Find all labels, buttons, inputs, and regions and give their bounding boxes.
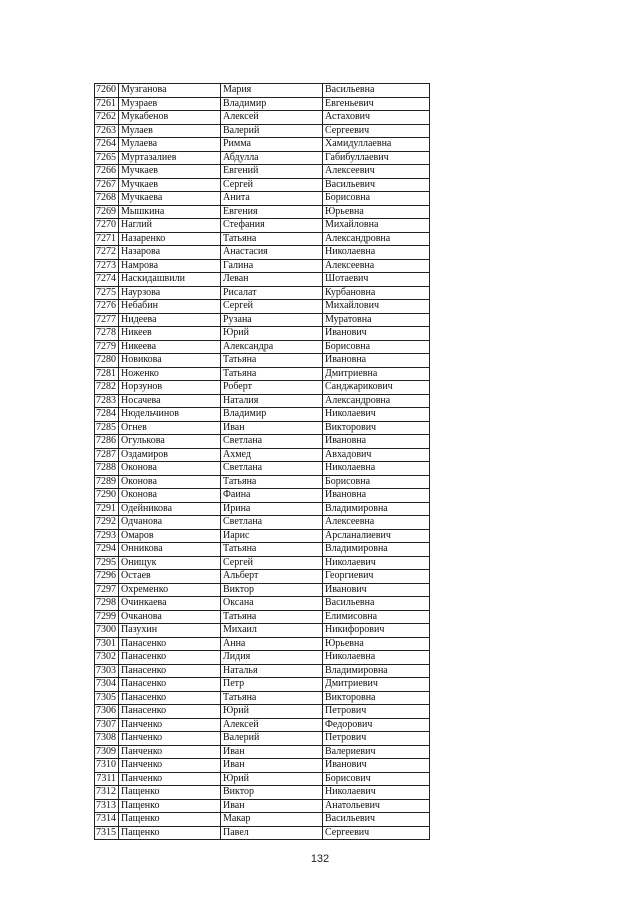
table-row: [95, 786, 430, 800]
row-number-cell: 7287: [95, 448, 119, 462]
table-row: [95, 529, 430, 543]
table-row: [95, 826, 430, 840]
patronymic-cell: Габибуллаевич: [323, 151, 430, 165]
last-name-cell: Никеев: [119, 327, 221, 341]
last-name-cell: Панченко: [119, 732, 221, 746]
first-name-cell: Татьяна: [221, 691, 323, 705]
table-row: [95, 138, 430, 152]
first-name-cell: Юрий: [221, 705, 323, 719]
row-number-cell: 7310: [95, 759, 119, 773]
patronymic-cell: Юрьевна: [323, 637, 430, 651]
first-name-cell: Макар: [221, 813, 323, 827]
last-name-cell: Оконова: [119, 489, 221, 503]
row-number-cell: 7306: [95, 705, 119, 719]
first-name-cell: Светлана: [221, 435, 323, 449]
first-name-cell: Наталия: [221, 394, 323, 408]
last-name-cell: Мучкаев: [119, 165, 221, 179]
last-name-cell: Пащенко: [119, 799, 221, 813]
row-number-cell: 7266: [95, 165, 119, 179]
first-name-cell: Михаил: [221, 624, 323, 638]
row-number-cell: 7276: [95, 300, 119, 314]
last-name-cell: Одчанова: [119, 516, 221, 530]
patronymic-cell: Иванович: [323, 583, 430, 597]
row-number-cell: 7303: [95, 664, 119, 678]
patronymic-cell: Николаевич: [323, 556, 430, 570]
first-name-cell: Рузана: [221, 313, 323, 327]
patronymic-cell: Иванович: [323, 327, 430, 341]
row-number-cell: 7262: [95, 111, 119, 125]
first-name-cell: Сергей: [221, 300, 323, 314]
row-number-cell: 7311: [95, 772, 119, 786]
last-name-cell: Панченко: [119, 759, 221, 773]
last-name-cell: Огулькова: [119, 435, 221, 449]
table-row: [95, 583, 430, 597]
first-name-cell: Абдулла: [221, 151, 323, 165]
names-table: [94, 83, 430, 840]
patronymic-cell: Викторович: [323, 421, 430, 435]
last-name-cell: Панасенко: [119, 664, 221, 678]
row-number-cell: 7265: [95, 151, 119, 165]
row-number-cell: 7295: [95, 556, 119, 570]
last-name-cell: Носачева: [119, 394, 221, 408]
row-number-cell: 7309: [95, 745, 119, 759]
first-name-cell: Иван: [221, 745, 323, 759]
table-row: [95, 813, 430, 827]
patronymic-cell: Алексеевич: [323, 165, 430, 179]
first-name-cell: Сергей: [221, 178, 323, 192]
patronymic-cell: Александровна: [323, 232, 430, 246]
patronymic-cell: Ивановна: [323, 435, 430, 449]
last-name-cell: Мучкаев: [119, 178, 221, 192]
patronymic-cell: Дмитриевич: [323, 678, 430, 692]
first-name-cell: Павел: [221, 826, 323, 840]
last-name-cell: Одейникова: [119, 502, 221, 516]
last-name-cell: Музраев: [119, 97, 221, 111]
last-name-cell: Мукабенов: [119, 111, 221, 125]
first-name-cell: Валерий: [221, 732, 323, 746]
patronymic-cell: Юрьевна: [323, 205, 430, 219]
patronymic-cell: Николаевна: [323, 462, 430, 476]
last-name-cell: Новикова: [119, 354, 221, 368]
first-name-cell: Лидия: [221, 651, 323, 665]
row-number-cell: 7296: [95, 570, 119, 584]
patronymic-cell: Борисовна: [323, 192, 430, 206]
first-name-cell: Юрий: [221, 327, 323, 341]
last-name-cell: Панасенко: [119, 678, 221, 692]
row-number-cell: 7282: [95, 381, 119, 395]
table-row: [95, 97, 430, 111]
last-name-cell: Наглий: [119, 219, 221, 233]
row-number-cell: 7284: [95, 408, 119, 422]
row-number-cell: 7315: [95, 826, 119, 840]
first-name-cell: Леван: [221, 273, 323, 287]
row-number-cell: 7302: [95, 651, 119, 665]
last-name-cell: Панченко: [119, 718, 221, 732]
table-row: [95, 327, 430, 341]
patronymic-cell: Арсланалиевич: [323, 529, 430, 543]
last-name-cell: Очинкаева: [119, 597, 221, 611]
row-number-cell: 7285: [95, 421, 119, 435]
patronymic-cell: Муратовна: [323, 313, 430, 327]
first-name-cell: Светлана: [221, 516, 323, 530]
row-number-cell: 7269: [95, 205, 119, 219]
row-number-cell: 7274: [95, 273, 119, 287]
table-row: [95, 664, 430, 678]
table-row: [95, 543, 430, 557]
patronymic-cell: Михайловна: [323, 219, 430, 233]
row-number-cell: 7314: [95, 813, 119, 827]
table-row: [95, 408, 430, 422]
first-name-cell: Татьяна: [221, 367, 323, 381]
first-name-cell: Виктор: [221, 786, 323, 800]
last-name-cell: Небабин: [119, 300, 221, 314]
table-row: [95, 367, 430, 381]
first-name-cell: Владимир: [221, 97, 323, 111]
patronymic-cell: Борисовна: [323, 340, 430, 354]
first-name-cell: Татьяна: [221, 475, 323, 489]
patronymic-cell: Александровна: [323, 394, 430, 408]
row-number-cell: 7300: [95, 624, 119, 638]
row-number-cell: 7307: [95, 718, 119, 732]
last-name-cell: Панасенко: [119, 637, 221, 651]
row-number-cell: 7279: [95, 340, 119, 354]
row-number-cell: 7268: [95, 192, 119, 206]
first-name-cell: Оксана: [221, 597, 323, 611]
table-row: [95, 192, 430, 206]
first-name-cell: Стефания: [221, 219, 323, 233]
patronymic-cell: Шотаевич: [323, 273, 430, 287]
table-row: [95, 448, 430, 462]
row-number-cell: 7270: [95, 219, 119, 233]
patronymic-cell: Никифорович: [323, 624, 430, 638]
table-row: [95, 205, 430, 219]
table-row: [95, 462, 430, 476]
last-name-cell: Мышкина: [119, 205, 221, 219]
table-row: [95, 705, 430, 719]
first-name-cell: Анастасия: [221, 246, 323, 260]
row-number-cell: 7299: [95, 610, 119, 624]
patronymic-cell: Васильевич: [323, 178, 430, 192]
first-name-cell: Евгения: [221, 205, 323, 219]
table-row: [95, 489, 430, 503]
table-row: [95, 597, 430, 611]
patronymic-cell: Курбановна: [323, 286, 430, 300]
table-row: [95, 286, 430, 300]
first-name-cell: Римма: [221, 138, 323, 152]
table-row: [95, 745, 430, 759]
patronymic-cell: Елимисовна: [323, 610, 430, 624]
patronymic-cell: Евгеньевич: [323, 97, 430, 111]
last-name-cell: Назарова: [119, 246, 221, 260]
table-row: [95, 556, 430, 570]
row-number-cell: 7278: [95, 327, 119, 341]
table-row: [95, 259, 430, 273]
last-name-cell: Никеева: [119, 340, 221, 354]
first-name-cell: Иарис: [221, 529, 323, 543]
last-name-cell: Огнев: [119, 421, 221, 435]
patronymic-cell: Николаевна: [323, 246, 430, 260]
row-number-cell: 7275: [95, 286, 119, 300]
table-row: [95, 637, 430, 651]
row-number-cell: 7297: [95, 583, 119, 597]
row-number-cell: 7277: [95, 313, 119, 327]
row-number-cell: 7281: [95, 367, 119, 381]
row-number-cell: 7294: [95, 543, 119, 557]
patronymic-cell: Астахович: [323, 111, 430, 125]
table-row: [95, 799, 430, 813]
first-name-cell: Иван: [221, 759, 323, 773]
last-name-cell: Панасенко: [119, 691, 221, 705]
table-row: [95, 421, 430, 435]
table-row: [95, 273, 430, 287]
table-row: [95, 84, 430, 98]
table-row: [95, 570, 430, 584]
last-name-cell: Пащенко: [119, 786, 221, 800]
first-name-cell: Татьяна: [221, 610, 323, 624]
last-name-cell: Муртазалиев: [119, 151, 221, 165]
first-name-cell: Татьяна: [221, 543, 323, 557]
first-name-cell: Иван: [221, 799, 323, 813]
last-name-cell: Пазухин: [119, 624, 221, 638]
patronymic-cell: Ивановна: [323, 489, 430, 503]
patronymic-cell: Хамидуллаевна: [323, 138, 430, 152]
row-number-cell: 7312: [95, 786, 119, 800]
row-number-cell: 7290: [95, 489, 119, 503]
first-name-cell: Анна: [221, 637, 323, 651]
row-number-cell: 7260: [95, 84, 119, 98]
table-row: [95, 151, 430, 165]
row-number-cell: 7272: [95, 246, 119, 260]
last-name-cell: Ноженко: [119, 367, 221, 381]
patronymic-cell: Васильевна: [323, 597, 430, 611]
row-number-cell: 7298: [95, 597, 119, 611]
first-name-cell: Фаина: [221, 489, 323, 503]
patronymic-cell: Авхадович: [323, 448, 430, 462]
patronymic-cell: Владимировна: [323, 502, 430, 516]
row-number-cell: 7305: [95, 691, 119, 705]
last-name-cell: Музганова: [119, 84, 221, 98]
table-row: [95, 610, 430, 624]
patronymic-cell: Николаевна: [323, 651, 430, 665]
table-row: [95, 219, 430, 233]
last-name-cell: Пащенко: [119, 813, 221, 827]
first-name-cell: Роберт: [221, 381, 323, 395]
first-name-cell: Юрий: [221, 772, 323, 786]
last-name-cell: Наскидашвили: [119, 273, 221, 287]
table-row: [95, 772, 430, 786]
names-table-body: [95, 84, 430, 840]
first-name-cell: Светлана: [221, 462, 323, 476]
last-name-cell: Назаренко: [119, 232, 221, 246]
last-name-cell: Оздамиров: [119, 448, 221, 462]
first-name-cell: Мария: [221, 84, 323, 98]
table-row: [95, 651, 430, 665]
last-name-cell: Оконова: [119, 462, 221, 476]
table-row: [95, 232, 430, 246]
patronymic-cell: Валериевич: [323, 745, 430, 759]
first-name-cell: Анита: [221, 192, 323, 206]
patronymic-cell: Борисович: [323, 772, 430, 786]
table-row: [95, 246, 430, 260]
patronymic-cell: Анатольевич: [323, 799, 430, 813]
patronymic-cell: Викторовна: [323, 691, 430, 705]
row-number-cell: 7308: [95, 732, 119, 746]
patronymic-cell: Васильевна: [323, 84, 430, 98]
table-row: [95, 624, 430, 638]
patronymic-cell: Сергеевич: [323, 826, 430, 840]
patronymic-cell: Владимировна: [323, 543, 430, 557]
last-name-cell: Нидеева: [119, 313, 221, 327]
patronymic-cell: Николаевич: [323, 408, 430, 422]
table-row: [95, 381, 430, 395]
patronymic-cell: Алексеевна: [323, 516, 430, 530]
last-name-cell: Панасенко: [119, 705, 221, 719]
last-name-cell: Намрова: [119, 259, 221, 273]
patronymic-cell: Санджарикович: [323, 381, 430, 395]
row-number-cell: 7293: [95, 529, 119, 543]
patronymic-cell: Алексеевна: [323, 259, 430, 273]
last-name-cell: Норзунов: [119, 381, 221, 395]
row-number-cell: 7273: [95, 259, 119, 273]
first-name-cell: Виктор: [221, 583, 323, 597]
first-name-cell: Иван: [221, 421, 323, 435]
table-row: [95, 475, 430, 489]
last-name-cell: Онникова: [119, 543, 221, 557]
row-number-cell: 7313: [95, 799, 119, 813]
last-name-cell: Наурзова: [119, 286, 221, 300]
table-row: [95, 732, 430, 746]
first-name-cell: Татьяна: [221, 354, 323, 368]
table-row: [95, 178, 430, 192]
patronymic-cell: Васильевич: [323, 813, 430, 827]
table-row: [95, 354, 430, 368]
table-row: [95, 300, 430, 314]
first-name-cell: Алексей: [221, 718, 323, 732]
row-number-cell: 7304: [95, 678, 119, 692]
last-name-cell: Остаев: [119, 570, 221, 584]
table-row: [95, 759, 430, 773]
table-row: [95, 313, 430, 327]
patronymic-cell: Петрович: [323, 732, 430, 746]
first-name-cell: Сергей: [221, 556, 323, 570]
patronymic-cell: Сергеевич: [323, 124, 430, 138]
last-name-cell: Онищук: [119, 556, 221, 570]
first-name-cell: Александра: [221, 340, 323, 354]
last-name-cell: Омаров: [119, 529, 221, 543]
row-number-cell: 7283: [95, 394, 119, 408]
row-number-cell: 7280: [95, 354, 119, 368]
patronymic-cell: Дмитриевна: [323, 367, 430, 381]
row-number-cell: 7289: [95, 475, 119, 489]
row-number-cell: 7271: [95, 232, 119, 246]
row-number-cell: 7261: [95, 97, 119, 111]
table-row: [95, 435, 430, 449]
first-name-cell: Алексей: [221, 111, 323, 125]
row-number-cell: 7263: [95, 124, 119, 138]
last-name-cell: Охременко: [119, 583, 221, 597]
table-row: [95, 340, 430, 354]
last-name-cell: Мулаев: [119, 124, 221, 138]
table-row: [95, 516, 430, 530]
page-number: 132: [310, 853, 330, 865]
last-name-cell: Панасенко: [119, 651, 221, 665]
table-row: [95, 678, 430, 692]
first-name-cell: Альберт: [221, 570, 323, 584]
last-name-cell: Оконова: [119, 475, 221, 489]
patronymic-cell: Николаевич: [323, 786, 430, 800]
first-name-cell: Ирина: [221, 502, 323, 516]
patronymic-cell: Федорович: [323, 718, 430, 732]
table-row: [95, 111, 430, 125]
row-number-cell: 7291: [95, 502, 119, 516]
patronymic-cell: Владимировна: [323, 664, 430, 678]
first-name-cell: Владимир: [221, 408, 323, 422]
row-number-cell: 7267: [95, 178, 119, 192]
row-number-cell: 7292: [95, 516, 119, 530]
first-name-cell: Наталья: [221, 664, 323, 678]
table-row: [95, 718, 430, 732]
first-name-cell: Галина: [221, 259, 323, 273]
row-number-cell: 7301: [95, 637, 119, 651]
first-name-cell: Татьяна: [221, 232, 323, 246]
patronymic-cell: Иванович: [323, 759, 430, 773]
table-row: [95, 165, 430, 179]
patronymic-cell: Михайлович: [323, 300, 430, 314]
table-row: [95, 394, 430, 408]
last-name-cell: Панченко: [119, 745, 221, 759]
last-name-cell: Панченко: [119, 772, 221, 786]
last-name-cell: Очканова: [119, 610, 221, 624]
first-name-cell: Ахмед: [221, 448, 323, 462]
patronymic-cell: Борисовна: [323, 475, 430, 489]
patronymic-cell: Ивановна: [323, 354, 430, 368]
first-name-cell: Рисалат: [221, 286, 323, 300]
last-name-cell: Нюдельчинов: [119, 408, 221, 422]
row-number-cell: 7288: [95, 462, 119, 476]
patronymic-cell: Петрович: [323, 705, 430, 719]
row-number-cell: 7286: [95, 435, 119, 449]
last-name-cell: Пащенко: [119, 826, 221, 840]
last-name-cell: Мучкаева: [119, 192, 221, 206]
first-name-cell: Евгений: [221, 165, 323, 179]
row-number-cell: 7264: [95, 138, 119, 152]
table-row: [95, 124, 430, 138]
first-name-cell: Петр: [221, 678, 323, 692]
first-name-cell: Валерий: [221, 124, 323, 138]
table-row: [95, 502, 430, 516]
patronymic-cell: Георгиевич: [323, 570, 430, 584]
table-row: [95, 691, 430, 705]
last-name-cell: Мулаева: [119, 138, 221, 152]
